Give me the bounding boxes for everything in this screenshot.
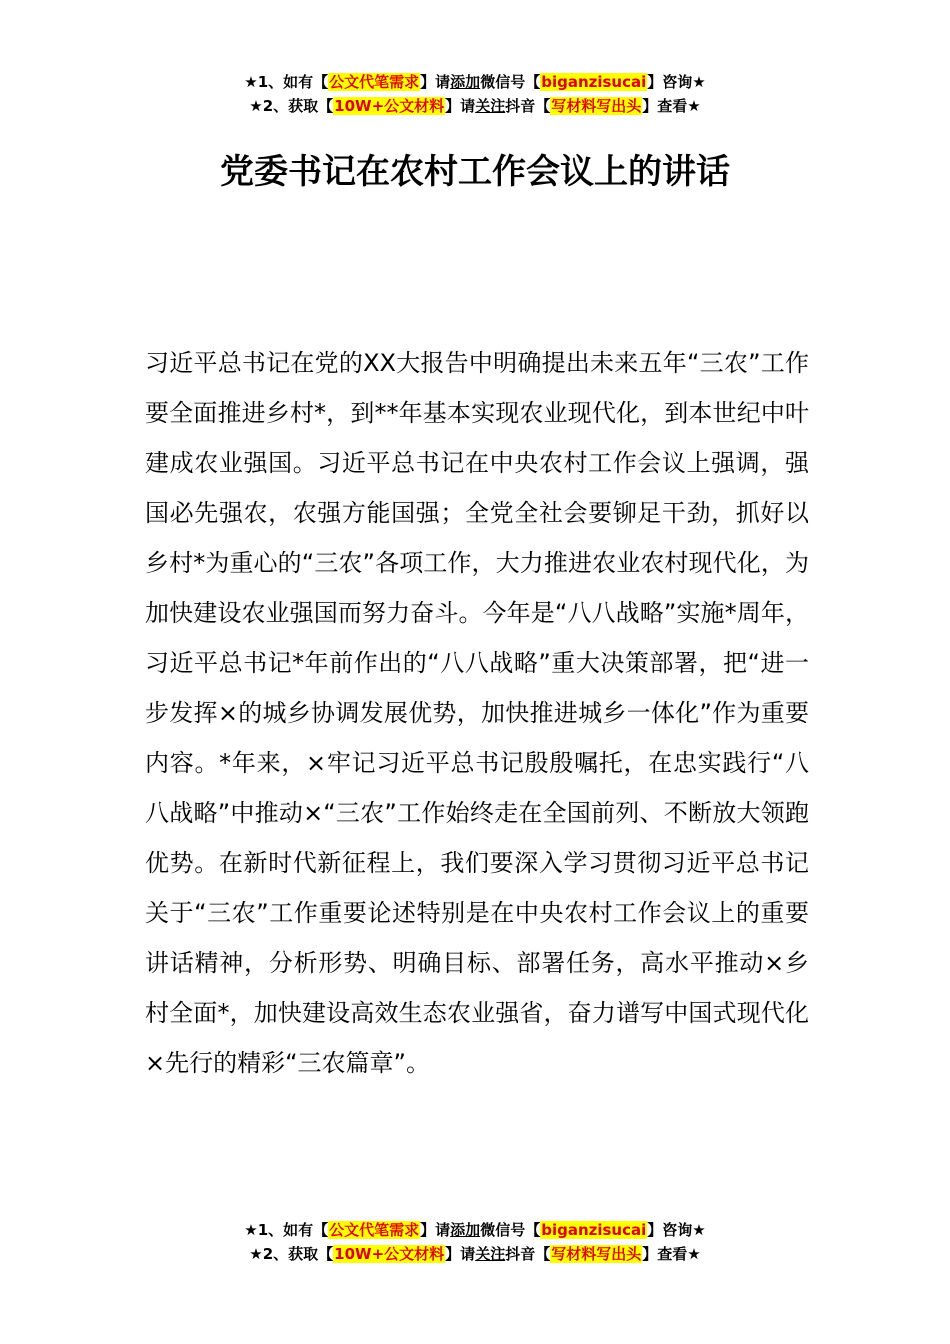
banner-underlined-text: 关注 — [475, 97, 506, 115]
banner-line-1 — [0, 70, 950, 94]
highlight-douyin-account: 写材料写出头 — [551, 1245, 642, 1263]
banner-text: 】查看 — [642, 1245, 688, 1263]
banner-text: 2、获取【 — [262, 1245, 334, 1263]
banner-underlined-text: 添加 — [450, 73, 481, 91]
banner-line-2 — [0, 1242, 950, 1266]
document-title: 党委书记在农村工作会议上的讲话 — [220, 152, 730, 192]
banner-text: 】请 — [420, 1221, 451, 1239]
banner-text: 】请 — [445, 1245, 476, 1263]
banner-text: 抖音【 — [505, 97, 551, 115]
highlight-douyin-account: 写材料写出头 — [551, 97, 642, 115]
highlight-service: 公文代笔需求 — [329, 1221, 420, 1239]
banner-text: 微信号【 — [480, 1221, 541, 1239]
star-icon: ★ — [244, 1221, 258, 1239]
star-icon: ★ — [687, 1245, 701, 1263]
highlight-materials: 10W+公文材料 — [334, 97, 445, 115]
body-paragraph: 习近平总书记在党的XX大报告中明确提出未来五年“三农”工作要全面推进乡村*，到**年基本实现农业现代化，到本世纪中叶建成农业强国。习近平总书记在中央农村工作会议上强调，强国必先强农，农强方能国强；全党全社会要铆足干劲，抓好以乡村*为重心的“三农”各项工作，大力推进农业农村现代化，为加快建设农业强国而努力奋斗。今年是“八八战略”实施*周年，习近平总书记*年前作出的“八八战略”重大决策部署，把“进一步发挥×的城乡协调发展优势，加快推进城乡一体化”作为重要内容。*年来，×牢记习近平总书记殷殷嘱托，在忠实践行“八八战略”中推动×“三农”工作始终走在全国前列、不断放大领跑优势。在新时代新征程上，我们要深入学习贯彻习近平总书记关于“三农”工作重要论述特别是在中央农村工作会议上的重要讲话精神，分析形势、明确目标、部署任务，高水平推动×乡村全面*，加快建设高效生态农业强省，奋力谱写中国式现代化×先行的精彩“三农篇章”。 — [145, 349, 809, 1077]
banner-text: 2、获取【 — [262, 97, 334, 115]
highlight-materials: 10W+公文材料 — [334, 1245, 445, 1263]
banner-text: 】请 — [445, 97, 476, 115]
banner-text: 抖音【 — [505, 1245, 551, 1263]
footer-banner — [0, 1218, 950, 1266]
highlight-service: 公文代笔需求 — [329, 73, 420, 91]
banner-underlined-text: 关注 — [475, 1245, 506, 1263]
banner-text: 微信号【 — [480, 73, 541, 91]
star-icon: ★ — [692, 1221, 706, 1239]
star-icon: ★ — [687, 97, 701, 115]
banner-text: 】查看 — [642, 97, 688, 115]
star-icon: ★ — [244, 73, 258, 91]
banner-line-1 — [0, 1218, 950, 1242]
star-icon: ★ — [692, 73, 706, 91]
star-icon: ★ — [249, 97, 263, 115]
banner-underlined-text: 添加 — [450, 1221, 481, 1239]
highlight-wechat-id: biganzisucai — [541, 73, 647, 91]
header-banner — [0, 70, 950, 118]
banner-line-2 — [0, 94, 950, 118]
banner-text: 】请 — [420, 73, 451, 91]
star-icon: ★ — [249, 1245, 263, 1263]
banner-text: 】咨询 — [647, 1221, 693, 1239]
banner-text: 】咨询 — [647, 73, 693, 91]
banner-text: 1、如有【 — [257, 1221, 329, 1239]
highlight-wechat-id: biganzisucai — [541, 1221, 647, 1239]
banner-text: 1、如有【 — [257, 73, 329, 91]
